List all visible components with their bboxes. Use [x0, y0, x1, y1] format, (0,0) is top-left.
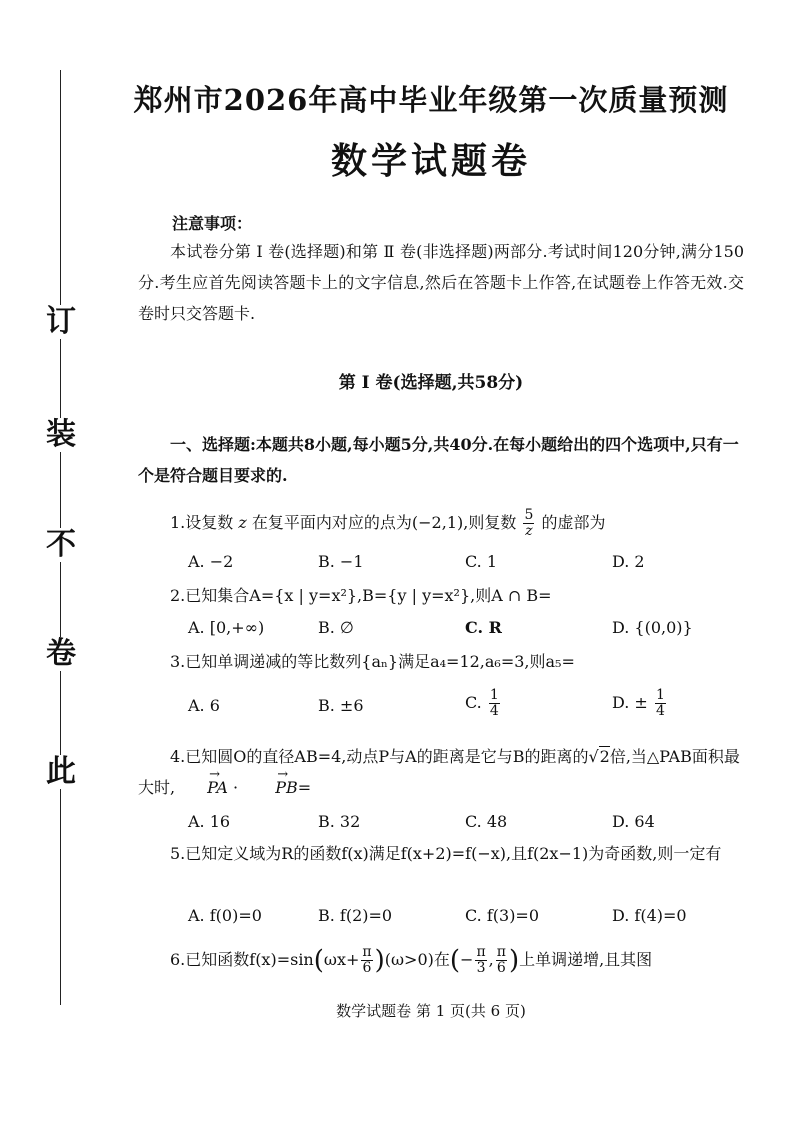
q6-frac-pi-6-b	[496, 945, 507, 976]
q4-option-b: B. 32	[318, 812, 361, 831]
notice-body: 本试卷分第 Ⅰ 卷(选择题)和第 Ⅱ 卷(非选择题)两部分.考试时间120分钟,满分150分.考生应首先阅读答题卡上的文字信息,然后在答题卡上作答,在试题卷上作答无效.交卷时只交答题卡.	[138, 242, 744, 323]
q6-neg: −	[460, 950, 474, 969]
section-title: 第 Ⅰ 卷(选择题,共58分)	[338, 373, 524, 393]
q2-option-d: D. {(0,0)}	[612, 618, 693, 637]
q1-option-a: A. −2	[188, 552, 234, 571]
q3-d-den: 4	[655, 703, 665, 719]
q6-frac1-num: π	[362, 944, 372, 960]
q2-option-c: C. R	[465, 618, 502, 637]
q6-frac3-den: 6	[496, 960, 506, 976]
q3-option-a: A. 6	[188, 696, 220, 715]
q6-frac-pi-3	[475, 945, 486, 976]
q3-option-b: B. ±6	[318, 696, 364, 715]
q4-dot: ·	[227, 778, 244, 797]
q4-vector-pa: → PA	[175, 772, 228, 803]
q1-var: z	[238, 513, 247, 532]
q5-option-a: A. f(0)=0	[188, 906, 262, 925]
q1-option-d: D. 2	[612, 552, 645, 571]
binding-char-2: 装	[46, 417, 76, 452]
question-5: 5.已知定义域为R的函数f(x)满足f(x+2)=f(−x),且f(2x−1)为奇函数,则一定有	[170, 844, 722, 863]
q3-option-d	[612, 688, 668, 719]
q1-frac-num: 5	[524, 507, 534, 523]
q3-d-num: 1	[655, 687, 665, 703]
question-4	[138, 741, 746, 803]
q5-options	[188, 906, 748, 936]
binding-char-3: 不	[46, 527, 76, 562]
q1-pre: 1.设复数	[170, 513, 234, 532]
q4-sqrt-symbol: √	[588, 747, 599, 766]
q4-post: =	[297, 778, 312, 797]
q1-fraction	[523, 508, 534, 539]
binding-char-1: 订	[46, 304, 76, 339]
q6-post: 上单调递增,且其图	[519, 950, 653, 969]
q3-c-den: 4	[489, 703, 499, 719]
binding-char-4: 卷	[46, 636, 76, 671]
q4-sqrt-value: 2	[599, 747, 610, 766]
q1-mid: 在复平面内对应的点为(−2,1),则复数	[251, 513, 517, 532]
q3-option-c	[465, 688, 502, 719]
q2-options	[188, 618, 748, 648]
q6-frac2-num: π	[476, 944, 486, 960]
q3-options	[188, 688, 748, 728]
exam-title: 郑州市2026年高中毕业年级第一次质量预测	[133, 83, 729, 117]
q1-option-c: C. 1	[465, 552, 498, 571]
q6-inner: ωx+	[323, 950, 360, 969]
q6-comma: ,	[488, 950, 494, 969]
q3-option-c-label: C.	[465, 693, 482, 712]
question-2: 2.已知集合A={x | y=x²},B={y | y=x²},则A ∩ B=	[170, 586, 552, 605]
q3-option-d-label: D. ±	[612, 693, 648, 712]
q4-option-c: C. 48	[465, 812, 508, 831]
q1-options	[188, 552, 748, 582]
q2-option-b: B. ∅	[318, 618, 354, 637]
q5-option-d: D. f(4)=0	[612, 906, 687, 925]
q1-post: 的虚部为	[541, 513, 606, 532]
q3-option-d-fraction	[655, 688, 666, 719]
page-footer: 数学试题卷 第 1 页(共 6 页)	[336, 1002, 526, 1020]
q6-pre: 6.已知函数f(x)=sin	[170, 950, 314, 969]
q6-open-paren: (	[313, 945, 324, 976]
q3-option-c-fraction	[489, 688, 500, 719]
q6-frac2-den: 3	[476, 960, 486, 976]
notice-heading: 注意事项：	[172, 214, 253, 233]
question-3: 3.已知单调递减的等比数列{aₙ}满足a₄=12,a₆=3,则a₅=	[170, 652, 575, 671]
q6-frac1-den: 6	[362, 960, 372, 976]
q4-pre: 4.已知圆O的直径AB=4,动点P与A的距离是它与B的距离的	[170, 747, 589, 766]
question-6	[170, 945, 760, 976]
q6-frac3-num: π	[496, 944, 506, 960]
q1-frac-den: z	[525, 523, 533, 539]
q4-mid: 倍,当△PAB面积最大时,	[138, 747, 740, 797]
q6-close-paren: )	[374, 945, 385, 976]
q4-option-a: A. 16	[188, 812, 231, 831]
q6-open-paren-2: (	[449, 945, 461, 976]
q5-option-b: B. f(2)=0	[318, 906, 393, 925]
part-title: 一、选择题:本题共8小题,每小题5分,共40分.在每小题给出的四个选项中,只有一个是符合题目要求的.	[138, 435, 739, 485]
q5-option-c: C. f(3)=0	[465, 906, 540, 925]
paper-title: 数学试题卷	[330, 140, 531, 182]
q3-c-num: 1	[489, 687, 499, 703]
q6-frac-pi-6	[361, 945, 372, 976]
q4-option-d: D. 64	[612, 812, 655, 831]
binding-char-5: 此	[46, 754, 76, 789]
q4-vector-pb: → PB	[243, 772, 298, 803]
q6-cond: (ω>0)在	[384, 950, 450, 969]
q6-close-paren-2: )	[508, 945, 520, 976]
question-1	[170, 508, 750, 539]
q2-option-a: A. [0,+∞)	[188, 618, 265, 637]
q1-option-b: B. −1	[318, 552, 364, 571]
